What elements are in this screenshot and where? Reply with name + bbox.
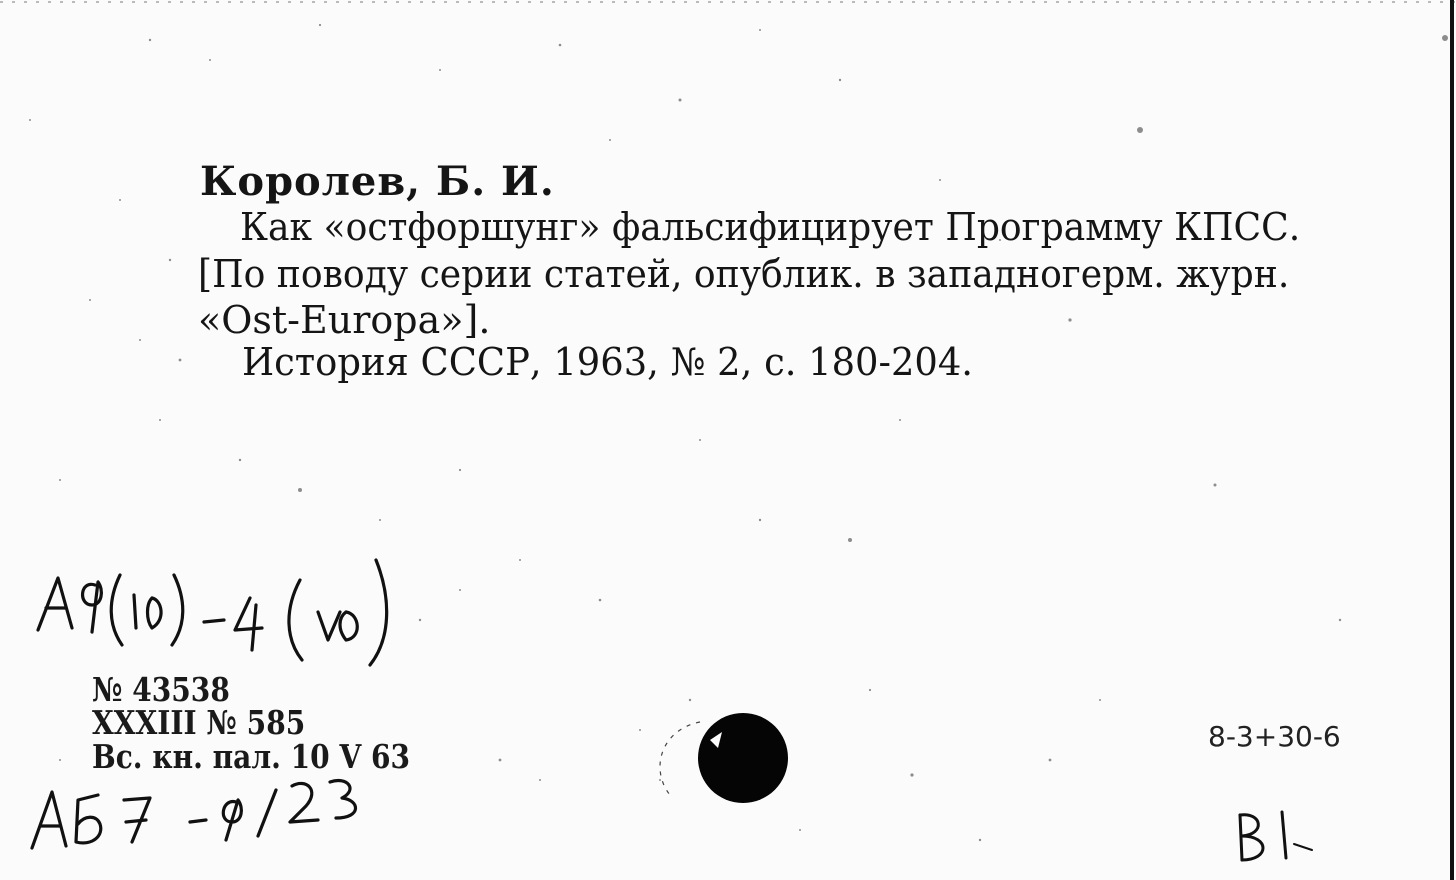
handwritten-accession-number [32, 781, 356, 848]
classification-code: 8-3+30-6 [1208, 720, 1341, 753]
registry-number: № 43538 [92, 670, 230, 709]
handwritten-shelfmark [38, 560, 387, 665]
handwritten-note [1240, 812, 1312, 860]
bibliographic-note-line-1: [По поводу серии статей, опублик. в западногерм. журн. [198, 252, 1290, 296]
punch-hole [660, 713, 788, 803]
bibliographic-note-line-2: «Ost-Europa»]. [198, 298, 491, 342]
author-name: Королев, Б. И. [200, 158, 555, 205]
series-number: XXXIII № 585 [92, 703, 306, 742]
work-title: Как «остфоршунг» фальсифицирует Программу КПСС. [240, 205, 1301, 249]
source-citation: История СССР, 1963, № 2, с. 180-204. [242, 340, 974, 384]
chamber-date-stamp: Вс. кн. пал. 10 V 63 [92, 737, 411, 776]
